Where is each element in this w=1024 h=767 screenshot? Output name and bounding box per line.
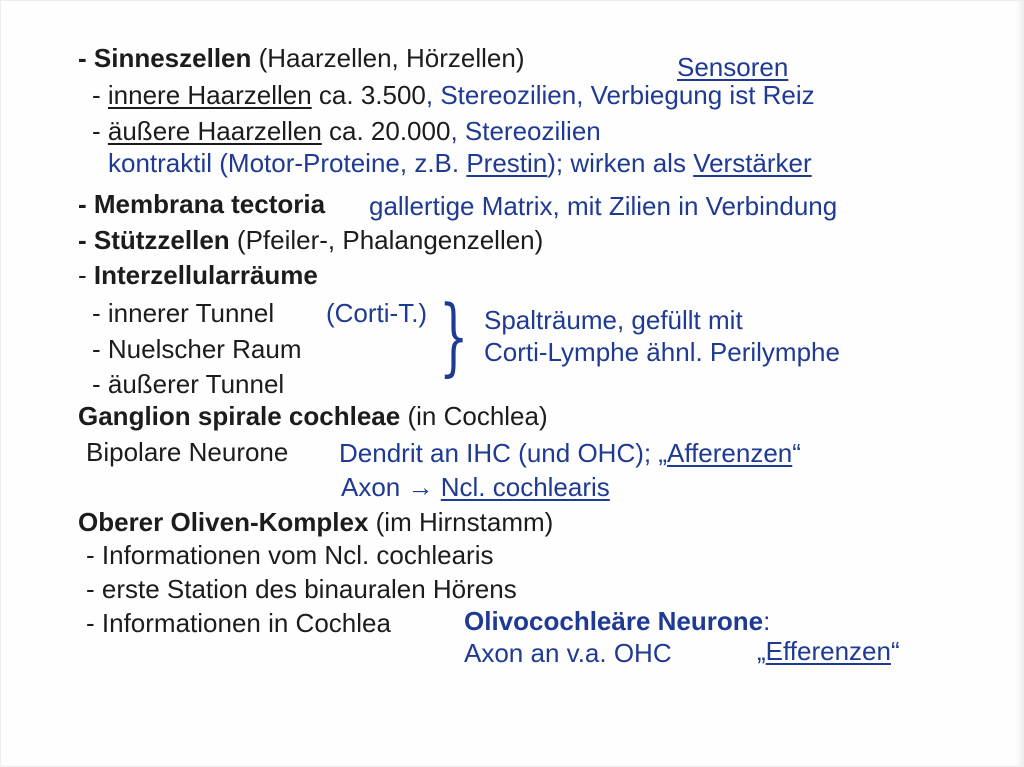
verstaerker-link: Verstärker bbox=[693, 148, 812, 178]
ncl-cochlearis-link: Ncl. cochlearis bbox=[440, 472, 610, 502]
list-item: - Informationen in Cochlea bbox=[86, 608, 391, 638]
sinneszellen-title: Sinneszellen bbox=[93, 43, 252, 73]
axon-text: Axon bbox=[341, 472, 408, 502]
dash: - bbox=[78, 43, 94, 73]
quote-close: “ bbox=[792, 438, 801, 468]
kontraktil-text: kontraktil (Motor-Proteine, z.B. bbox=[108, 148, 467, 178]
outer-haarzellen-line2 bbox=[108, 148, 812, 178]
efferenzen-link: Efferenzen bbox=[765, 636, 891, 666]
outer-haarzellen-line bbox=[92, 116, 601, 146]
curly-brace: } bbox=[439, 287, 469, 385]
ganglion-title: Ganglion spirale cochleae bbox=[78, 401, 401, 431]
dash: - bbox=[78, 189, 94, 219]
sinneszellen-paren: (Haarzellen, Hörzellen) bbox=[251, 43, 525, 73]
prestin-link: Prestin bbox=[466, 148, 548, 178]
dash: - bbox=[92, 116, 108, 146]
oliven-paren: (im Hirnstamm) bbox=[368, 507, 554, 537]
ganglion-paren: (in Cochlea) bbox=[400, 401, 548, 431]
outer-haarzellen-count: ca. 20.000 bbox=[321, 116, 451, 146]
wirken-text: ); wirken als bbox=[547, 148, 694, 178]
membrana-annotation: gallertige Matrix, mit Zilien in Verbindung bbox=[369, 191, 838, 221]
list-item: - Informationen vom Ncl. cochlearis bbox=[86, 540, 494, 570]
dash: - bbox=[92, 80, 108, 110]
inner-haarzellen-line bbox=[92, 80, 815, 110]
ganglion-line bbox=[78, 401, 548, 431]
olivo-line bbox=[464, 606, 770, 636]
interzellular-line bbox=[78, 260, 318, 290]
dash: - bbox=[78, 260, 94, 290]
axon-line bbox=[341, 472, 610, 502]
sensoren-annotation: Sensoren bbox=[677, 52, 789, 82]
stuetzzellen-title: Stützzellen bbox=[93, 225, 230, 255]
membrana-title: Membrana tectoria bbox=[93, 189, 326, 219]
colon: : bbox=[763, 606, 771, 636]
olivo-title: Olivocochleäre Neurone bbox=[464, 606, 764, 636]
list-item: - äußerer Tunnel bbox=[92, 369, 285, 399]
efferenzen-line bbox=[757, 636, 900, 666]
inner-haarzellen-label: innere Haarzellen bbox=[107, 80, 312, 110]
outer-haarzellen-label: äußere Haarzellen bbox=[107, 116, 322, 146]
inner-haarzellen-count: ca. 3.500 bbox=[311, 80, 426, 110]
bipolare-neurone: Bipolare Neurone bbox=[86, 437, 289, 467]
outer-haarzellen-annotation: , Stereozilien bbox=[450, 116, 601, 146]
axon-ohc: Axon an v.a. OHC bbox=[464, 638, 672, 668]
dendrit-line bbox=[339, 438, 801, 468]
membrana-line bbox=[78, 189, 325, 219]
list-item: - erste Station des binauralen Hörens bbox=[86, 574, 517, 604]
dendrit-text: Dendrit an IHC (und OHC); „ bbox=[339, 438, 667, 468]
arrow-right-icon: → bbox=[407, 472, 434, 502]
quote-close: “ bbox=[890, 636, 900, 666]
quote-open: „ bbox=[757, 636, 766, 666]
lymphe-note: Corti-Lymphe ähnl. Perilymphe bbox=[484, 337, 840, 367]
dash: - bbox=[78, 225, 94, 255]
corti-annotation: (Corti-T.) bbox=[326, 298, 428, 328]
stuetzzellen-line bbox=[78, 225, 543, 255]
afferenzen-link: Afferenzen bbox=[666, 438, 793, 468]
list-item: - Nuelscher Raum bbox=[92, 334, 302, 364]
stuetzzellen-paren: (Pfeiler-, Phalangenzellen) bbox=[229, 225, 544, 255]
heading-sinneszellen bbox=[78, 43, 525, 73]
list-item: - innerer Tunnel bbox=[92, 298, 275, 328]
oliven-title: Oberer Oliven-Komplex bbox=[78, 507, 369, 537]
spaltraeume-note: Spalträume, gefüllt mit bbox=[484, 305, 743, 335]
inner-haarzellen-annotation: , Stereozilien, Verbiegung ist Reiz bbox=[425, 80, 815, 110]
oliven-line bbox=[78, 507, 553, 537]
interzellular-title: Interzellularräume bbox=[93, 260, 318, 290]
